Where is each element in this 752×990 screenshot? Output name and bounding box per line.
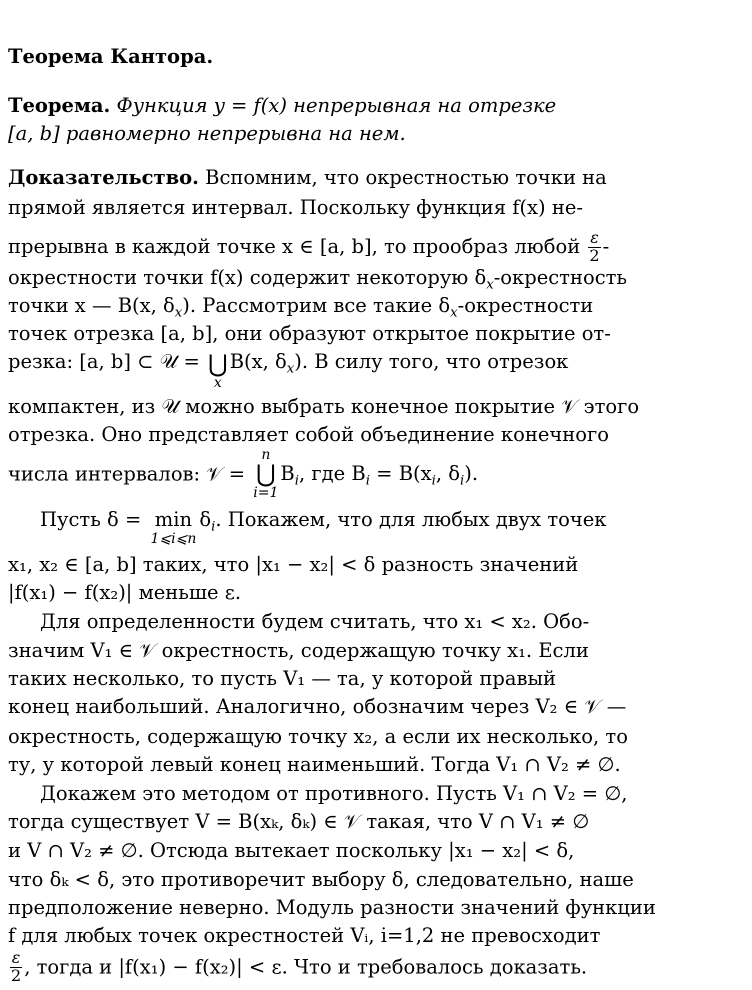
p4-line-6: f для любых точек окрестностей Vᵢ, i=1,2 не превосходит: [8, 924, 601, 947]
p4-line-3: и V ∩ V₂ ≠ ∅. Отсюда вытекает поскольку |x₁ − x₂| < δ,: [8, 839, 575, 862]
proof-label: Доказательство.: [8, 166, 199, 189]
proof-line-10: числа интервалов: 𝒱 = n ⋃ i=1 $B_i$, где $B_i = B(x_i$, $\delta_i$).: [8, 447, 479, 501]
theorem-line-1: [8, 96, 739, 116]
min-operator: min 1⩽i⩽n: [150, 508, 197, 547]
theorem-statement-2: [a, b] равномерно непрерывна на нем.: [8, 122, 406, 145]
theorem-label: Теорема.: [8, 94, 111, 117]
p2-line-3: |f(x₁) − f(x₂)| меньше ε.: [8, 581, 242, 604]
p2-line-1: Пусть δ = min 1⩽i⩽n $\delta_i$. Покажем, что для любых двух точек: [40, 508, 607, 547]
epsilon-over-two: $\frac{\varepsilon}{2}$: [589, 228, 600, 265]
p3-line-1: Для определенности будем считать, что x₁ < x₂. Обо-: [40, 610, 590, 633]
epsilon-over-two-final: $\frac{\varepsilon}{2}$: [11, 948, 22, 985]
union-i-1-to-n: n ⋃ i=1: [253, 447, 279, 501]
p2-line-2: x₁, x₂ ∈ [a, b] таких, что |x₁ − x₂| < δ разность значений: [8, 553, 579, 576]
proof-line-4: окрестности точки f(x) содержит некоторую $\delta_x$-окрестность: [8, 266, 628, 293]
proof-line-6: точек отрезка [a, b], они образуют открытое покрытие от-: [8, 322, 611, 345]
proof-line-3: прерывна в каждой точке x ∈ [a, b], то прообраз любой $\frac{\varepsilon}{2}$ -: [8, 228, 610, 265]
proof-text-1: Вспомним, что окрестностью точки на: [205, 166, 607, 189]
p4-line-5: предположение неверно. Модуль разности значений функции: [8, 896, 656, 919]
p4-line-7: $\frac{\varepsilon}{2}$ , тогда и |f(x₁) − f(x₂)| < ε. Что и требовалось доказать.: [11, 948, 588, 985]
document-page: [8, 0, 739, 990]
p3-line-5: окрестность, содержащую точку x₂, а если их несколько, то: [8, 725, 628, 748]
p4-line-1: Докажем это методом от противного. Пусть V₁ ∩ V₂ = ∅,: [40, 782, 628, 805]
proof-line-5: точки x — B(x, $\delta_x$). Рассмотрим все такие $\delta_x$-окрестности: [8, 294, 594, 321]
proof-line-1: [8, 168, 739, 188]
proof-text-3: прерывна в каждой точке x ∈ [a, b], то прообраз любой: [8, 234, 581, 258]
p4-line-2: тогда существует V = B(xₖ, δₖ) ∈ 𝒱 такая, что V ∩ V₁ ≠ ∅: [8, 810, 590, 833]
proof-line-8: компактен, из 𝒰 можно выбрать конечное покрытие 𝒱 этого: [8, 395, 640, 418]
proof-line-9: отрезка. Оно представляет собой объединение конечного: [8, 423, 609, 446]
p4-line-4: что δₖ < δ, это противоречит выбору δ, следовательно, наше: [8, 868, 634, 891]
section-title: Теорема Кантора.: [8, 45, 214, 68]
proof-line-2: прямой является интервал. Поскольку функция f(x) не-: [8, 196, 583, 219]
theorem-statement-1: Функция y = f(x) непрерывная на отрезке: [116, 94, 557, 117]
p3-line-2: значим V₁ ∈ 𝒱 окрестность, содержащую точку x₁. Если: [8, 639, 589, 662]
union-over-x: ⋃ x: [208, 350, 228, 391]
p3-line-3: таких несколько, то пусть V₁ — та, у которой правый: [8, 667, 556, 690]
p3-line-6: ту, у которой левый конец наименьший. Тогда V₁ ∩ V₂ ≠ ∅.: [8, 753, 621, 776]
proof-line-7: резка: [a, b] ⊂ 𝒰 = ⋃ x B(x, $\delta_x$). В силу того, что отрезок: [8, 350, 569, 391]
p3-line-4: конец наибольший. Аналогично, обозначим через V₂ ∈ 𝒱 —: [8, 695, 627, 718]
